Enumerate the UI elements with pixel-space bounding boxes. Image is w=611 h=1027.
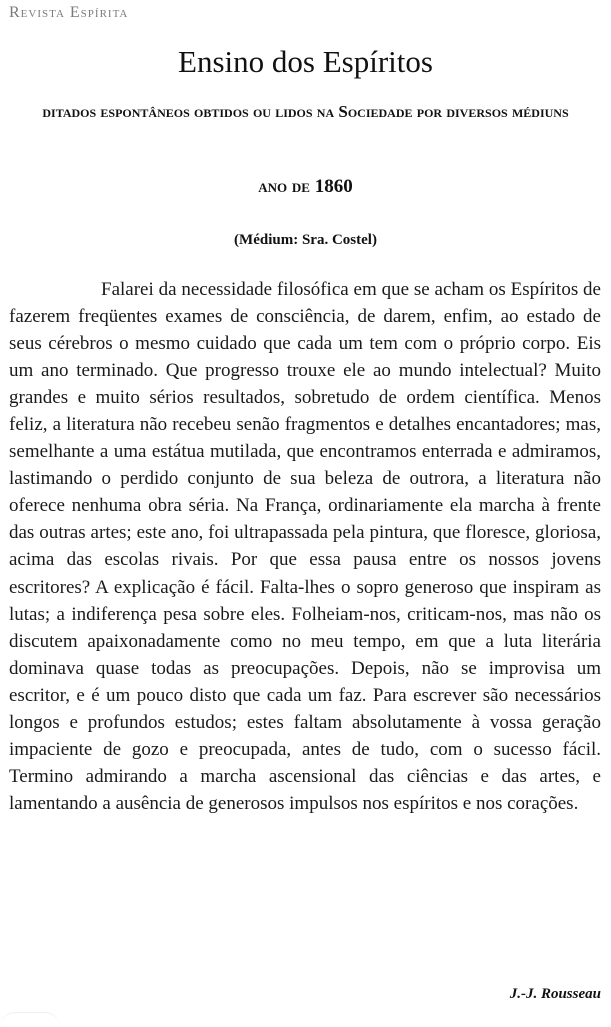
signature: J.-J. Rousseau <box>509 986 601 1002</box>
article-year: ano de 1860 <box>258 176 353 197</box>
medium-credit: (Médium: Sra. Costel) <box>234 232 377 248</box>
page-edge-decoration <box>0 1012 60 1027</box>
article-body <box>9 276 601 817</box>
article-title: Ensino dos Espíritos <box>178 44 433 79</box>
article-subtitle: ditados espontâneos obtidos ou lidos na Sociedade por diversos médiuns <box>42 102 569 121</box>
running-head: Revista Espírita <box>9 4 129 21</box>
article-body-text: Falarei da necessidade filosófica em que se acham os Espíritos de fazerem freqüentes exames de consciência, de darem, enfim, ao estado de seus cérebros o mesmo cuidado que cada um tem com o próprio corpo. Eis um ano terminado. Que progresso trouxe ele ao mundo intelectual? Muito grandes e muito sérios resultados, sobretudo de ordem científica. Menos feliz, a literatura não recebeu senão fragmentos e detalhes encantadores; mas, semelhante a uma estátua mutilada, que encontramos enterrada e admiramos, lastimando o perdido conjunto de sua beleza de outrora, a literatura não oferece nenhuma obra séria. Na França, ordinariamente ela marcha à frente das outras artes; este ano, foi ultrapassada pela pintura, que floresce, gloriosa, acima das escolas rivais. Por que essa pausa entre os nossos jovens escritores? A explicação é fácil. Falta-lhes o sopro generoso que inspiram as lutas; a indiferença pesa sobre eles. Folheiam-nos, criticam-nos, mas não os discutem apaixonadamente como no meu tempo, em que a luta literária dominava quase todas as preocupações. Depois, não se improvisa um escritor, e é um pouco disto que cada um faz. Para escrever são necessários longos e profundos estudos; estes faltam absolutamente à vossa geração impaciente de gozo e preocupada, antes de tudo, com o sucesso fácil. Termino admirando a marcha ascensional das ciências e das artes, e lamentando a ausência de generosos impulsos nos espíritos e nos corações. <box>9 279 601 814</box>
